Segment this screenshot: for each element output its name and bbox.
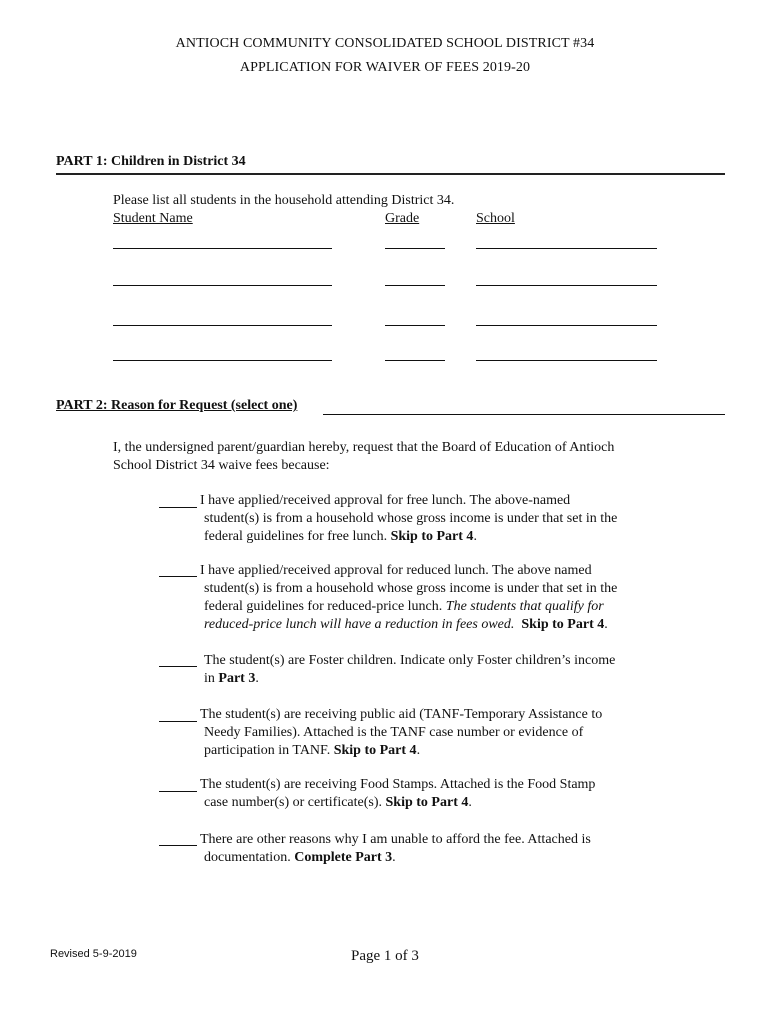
- grade-field[interactable]: [385, 285, 445, 286]
- part2-title: PART 2: Reason for Request (select one): [56, 398, 298, 413]
- part1-instruction: Please list all students in the household attending District 34.: [113, 193, 455, 208]
- grade-field[interactable]: [385, 248, 445, 249]
- option-line: I have applied/received approval for reduced lunch. The above named: [200, 563, 592, 578]
- school-column-label: School: [476, 211, 515, 226]
- option-line: reduced-price lunch will have a reduction in fees owed. Skip to Part 4.: [204, 617, 608, 632]
- student-name-field[interactable]: [113, 248, 332, 249]
- document-title-line2: APPLICATION FOR WAIVER OF FEES 2019-20: [239, 60, 531, 75]
- option-text: [200, 706, 670, 760]
- student-name-field[interactable]: [113, 360, 332, 361]
- grade-field[interactable]: [385, 360, 445, 361]
- school-field[interactable]: [476, 360, 657, 361]
- skip-instruction: Skip to Part 4: [521, 617, 605, 632]
- complete-instruction: Complete Part 3: [294, 850, 393, 865]
- student-name-field[interactable]: [113, 285, 332, 286]
- part2-intro-line1: I, the undersigned parent/guardian hereby, request that the Board of Education of Antioch: [113, 440, 615, 455]
- skip-instruction: Skip to Part 4: [333, 743, 417, 758]
- option-line: student(s) is from a household whose gross income is under that set in the: [204, 581, 618, 596]
- option-line: Needy Families). Attached is the TANF case number or evidence of: [204, 725, 584, 740]
- grade-field[interactable]: [385, 325, 445, 326]
- skip-instruction: Skip to Part 4: [390, 529, 474, 544]
- option-line: student(s) is from a household whose gross income is under that set in the: [204, 511, 618, 526]
- page-number: Page 1 of 3: [351, 948, 419, 964]
- option-text: [200, 492, 670, 546]
- student-name-column-label: Student Name: [113, 211, 193, 226]
- option-line: There are other reasons why I am unable to afford the fee. Attached is: [200, 832, 591, 847]
- option-line: documentation. Complete Part 3.: [204, 850, 396, 865]
- option-checkbox-line[interactable]: [159, 507, 197, 508]
- option-line: federal guidelines for free lunch. Skip to Part 4.: [204, 529, 477, 544]
- part1-rule: [56, 173, 725, 175]
- option-checkbox-line[interactable]: [159, 791, 197, 792]
- option-line: federal guidelines for reduced-price lunch. The students that qualify for: [204, 599, 604, 614]
- skip-instruction: Skip to Part 4: [385, 795, 469, 810]
- part2-title-rule: [323, 414, 725, 415]
- option-checkbox-line[interactable]: [159, 845, 197, 846]
- school-field[interactable]: [476, 248, 657, 249]
- option-line: in Part 3.: [204, 671, 259, 686]
- part1-title: PART 1: Children in District 34: [56, 154, 246, 169]
- grade-column-label: Grade: [385, 211, 420, 226]
- school-field[interactable]: [476, 285, 657, 286]
- option-text: [200, 776, 670, 812]
- option-text: [200, 831, 670, 867]
- option-line: The student(s) are receiving public aid (TANF-Temporary Assistance to: [200, 707, 603, 722]
- option-checkbox-line[interactable]: [159, 721, 197, 722]
- option-line: case number(s) or certificate(s). Skip to Part 4.: [204, 795, 472, 810]
- option-text: [204, 652, 674, 688]
- part2-intro-line2: School District 34 waive fees because:: [113, 458, 330, 473]
- student-name-field[interactable]: [113, 325, 332, 326]
- option-line: The student(s) are Foster children. Indicate only Foster children’s income: [204, 653, 616, 668]
- option-checkbox-line[interactable]: [159, 576, 197, 577]
- document-title-line1: ANTIOCH COMMUNITY CONSOLIDATED SCHOOL DISTRICT #34: [175, 36, 595, 51]
- option-text: [200, 562, 670, 634]
- option-line: participation in TANF. Skip to Part 4.: [204, 743, 421, 758]
- school-field[interactable]: [476, 325, 657, 326]
- option-line: I have applied/received approval for free lunch. The above-named: [200, 493, 571, 508]
- revised-date: Revised 5-9-2019: [50, 948, 137, 960]
- option-line: The student(s) are receiving Food Stamps. Attached is the Food Stamp: [200, 777, 596, 792]
- option-checkbox-line[interactable]: [159, 666, 197, 667]
